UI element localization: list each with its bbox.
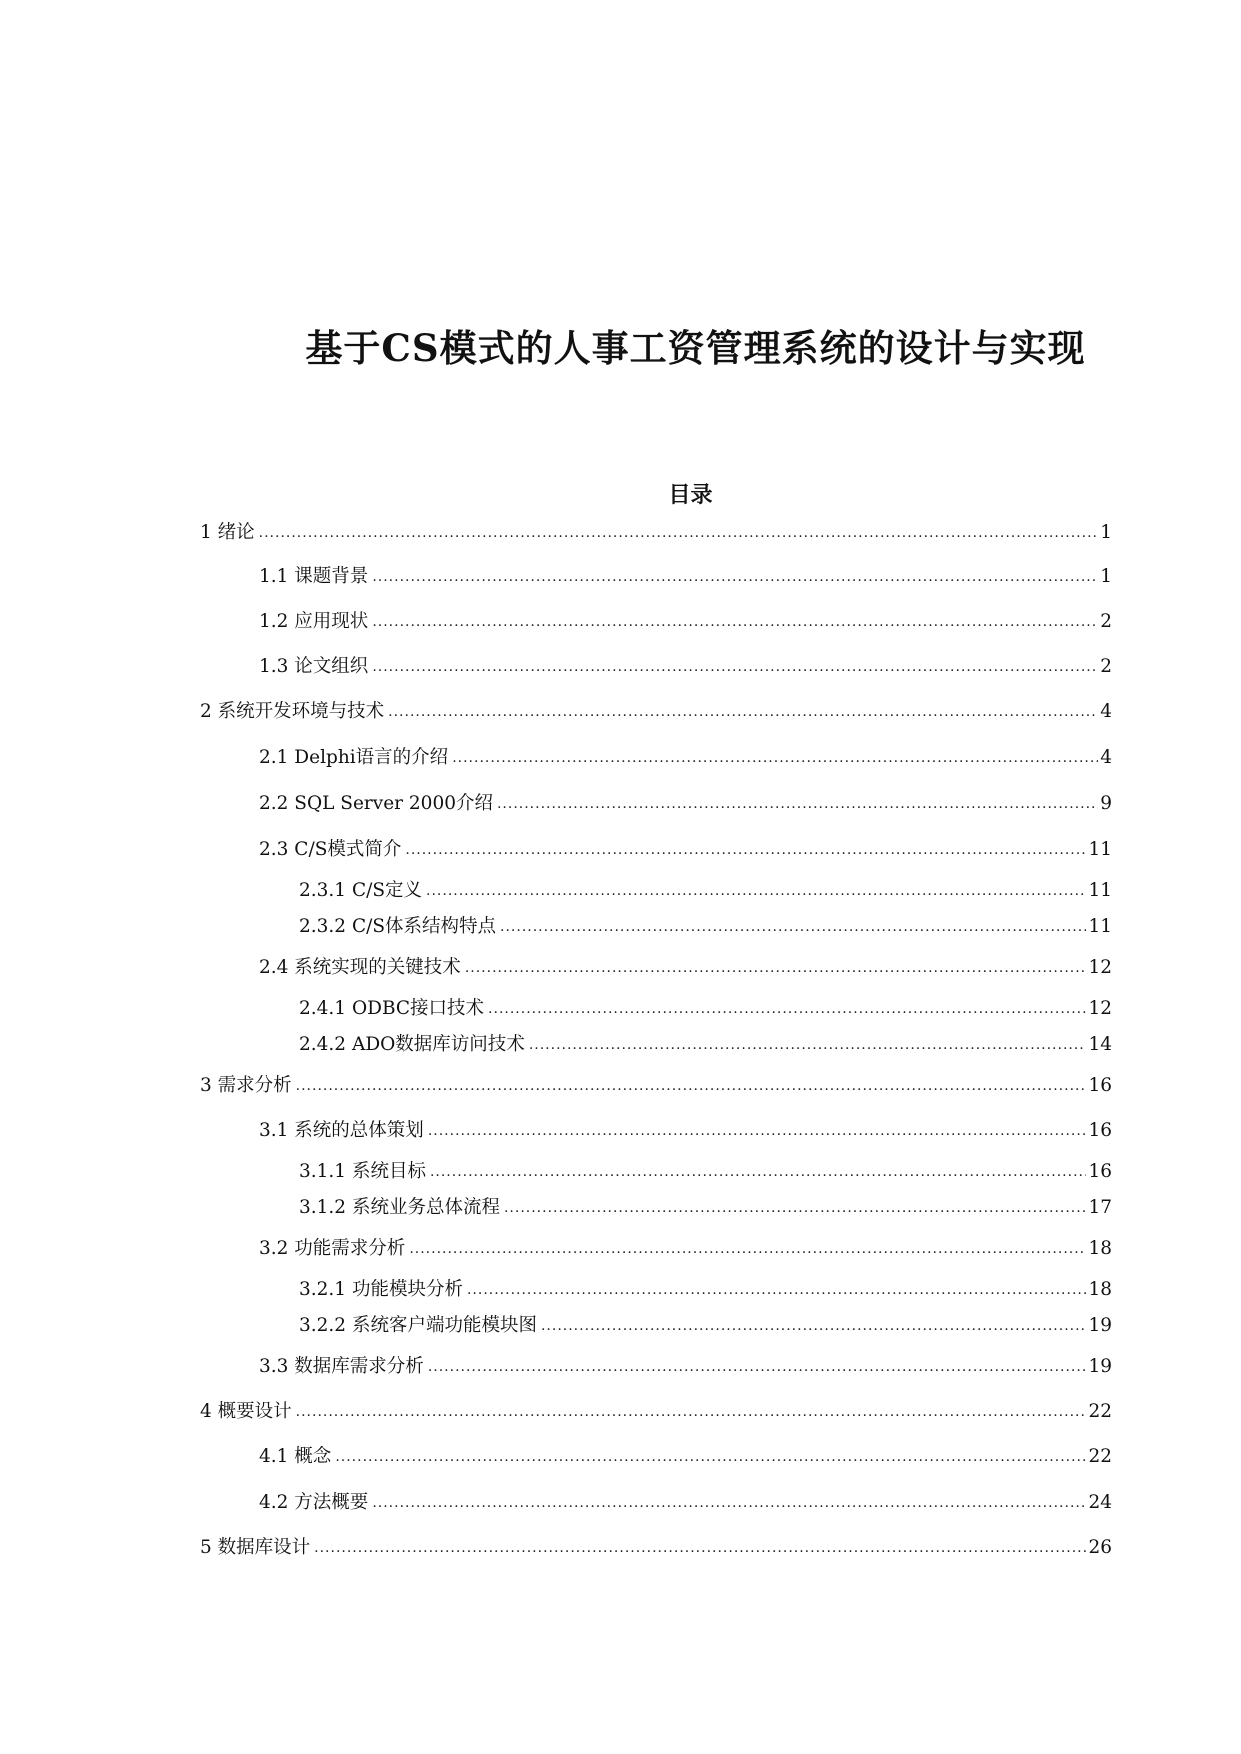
toc-entry-label: 3.3 数据库需求分析 (259, 1354, 428, 1380)
toc-entry-label: 4.1 概念 (259, 1444, 335, 1470)
dot-leader (426, 878, 1086, 904)
toc-entry-level2[interactable] (259, 791, 1112, 817)
dot-leader (488, 996, 1086, 1022)
toc-entry-label: 1.1 课题背景 (259, 564, 372, 590)
toc-entry-page: 16 (1086, 1118, 1112, 1144)
toc-entry-level2[interactable] (259, 1354, 1112, 1380)
toc-entry-page: 16 (1086, 1073, 1112, 1099)
dot-leader (372, 1490, 1086, 1516)
toc-entry-page: 14 (1086, 1032, 1112, 1058)
toc-entry-page: 22 (1086, 1399, 1112, 1425)
dot-leader (296, 1073, 1087, 1099)
toc-entry-label: 3.2.1 功能模块分析 (299, 1277, 467, 1303)
toc-entry-page: 18 (1086, 1236, 1112, 1262)
toc-entry-label: 3.2.2 系统客户端功能模块图 (299, 1313, 541, 1339)
toc-entry-level2[interactable] (259, 837, 1112, 863)
toc-entry-page: 4 (1098, 745, 1112, 771)
toc-entry-level2[interactable] (259, 1444, 1112, 1470)
toc-entry-label: 1.3 论文组织 (259, 654, 372, 680)
dot-leader (372, 564, 1098, 590)
toc-heading: 目录 (668, 482, 713, 508)
toc-entry-level3[interactable] (299, 1277, 1112, 1303)
toc-entry-level1[interactable] (200, 1399, 1112, 1425)
toc-entry-label: 5 数据库设计 (200, 1535, 314, 1561)
dot-leader (500, 914, 1086, 940)
toc-entry-label: 1 绪论 (200, 520, 259, 546)
dot-leader (335, 1444, 1086, 1470)
dot-leader (465, 955, 1087, 981)
toc-entry-level1[interactable] (200, 1073, 1112, 1099)
toc-entry-level3[interactable] (299, 1313, 1112, 1339)
toc-entry-label: 3.1 系统的总体策划 (259, 1118, 428, 1144)
toc-entry-level2[interactable] (259, 1236, 1112, 1262)
dot-leader (388, 699, 1098, 725)
toc-entry-level2[interactable] (259, 1490, 1112, 1516)
toc-entry-label: 2.3.2 C/S体系结构特点 (299, 914, 500, 940)
toc-entry-label: 3.2 功能需求分析 (259, 1236, 409, 1262)
toc-entry-level3[interactable] (299, 914, 1112, 940)
toc-entry-page: 22 (1086, 1444, 1112, 1470)
toc-entry-page: 9 (1098, 791, 1112, 817)
dot-leader (409, 1236, 1086, 1262)
toc-entry-page: 2 (1098, 609, 1112, 635)
dot-leader (467, 1277, 1086, 1303)
dot-leader (497, 791, 1098, 817)
toc-entry-label: 4 概要设计 (200, 1399, 296, 1425)
toc-entry-label: 2.2 SQL Server 2000介绍 (259, 791, 497, 817)
toc-entry-level2[interactable] (259, 955, 1112, 981)
toc-entry-page: 1 (1098, 564, 1112, 590)
toc-entry-label: 3.1.1 系统目标 (299, 1159, 430, 1185)
toc-entry-level2[interactable] (259, 654, 1112, 680)
toc-entry-level3[interactable] (299, 1195, 1112, 1221)
toc-entry-level3[interactable] (299, 1159, 1112, 1185)
toc-entry-label: 3 需求分析 (200, 1073, 296, 1099)
dot-leader (314, 1535, 1086, 1561)
dot-leader (405, 837, 1086, 863)
document-title: 基于CS模式的人事工资管理系统的设计与实现 (305, 326, 1086, 370)
toc-entry-label: 2.4 系统实现的关键技术 (259, 955, 465, 981)
dot-leader (430, 1159, 1087, 1185)
dot-leader (541, 1313, 1086, 1339)
dot-leader (452, 745, 1098, 771)
toc-entry-page: 17 (1086, 1195, 1112, 1221)
toc-entry-level2[interactable] (259, 1118, 1112, 1144)
dot-leader (259, 520, 1099, 546)
toc-entry-level3[interactable] (299, 996, 1112, 1022)
toc-entry-level2[interactable] (259, 564, 1112, 590)
toc-entry-page: 2 (1098, 654, 1112, 680)
dot-leader (372, 654, 1098, 680)
toc-entry-level1[interactable] (200, 1535, 1112, 1561)
toc-entry-label: 2.1 Delphi语言的介绍 (259, 745, 452, 771)
toc-entry-level3[interactable] (299, 878, 1112, 904)
toc-entry-level1[interactable] (200, 520, 1112, 546)
toc-entry-page: 12 (1086, 955, 1112, 981)
toc-entry-label: 2.4.1 ODBC接口技术 (299, 996, 488, 1022)
toc-entry-label: 3.1.2 系统业务总体流程 (299, 1195, 504, 1221)
dot-leader (296, 1399, 1087, 1425)
dot-leader (428, 1354, 1087, 1380)
toc-entry-page: 4 (1098, 699, 1112, 725)
toc-entry-level2[interactable] (259, 745, 1112, 771)
dot-leader (504, 1195, 1086, 1221)
toc-entry-page: 11 (1086, 878, 1112, 904)
toc-entry-label: 2.3 C/S模式简介 (259, 837, 405, 863)
toc-entry-page: 16 (1086, 1159, 1112, 1185)
toc-entry-label: 2.3.1 C/S定义 (299, 878, 426, 904)
toc-entry-page: 1 (1098, 520, 1112, 546)
toc-entry-level2[interactable] (259, 609, 1112, 635)
toc-entry-label: 2.4.2 ADO数据库访问技术 (299, 1032, 529, 1058)
toc-entry-level3[interactable] (299, 1032, 1112, 1058)
toc-entry-page: 11 (1086, 837, 1112, 863)
toc-entry-page: 12 (1086, 996, 1112, 1022)
dot-leader (372, 609, 1098, 635)
dot-leader (428, 1118, 1087, 1144)
toc-entry-page: 24 (1086, 1490, 1112, 1516)
toc-entry-page: 19 (1086, 1313, 1112, 1339)
toc-entry-page: 19 (1086, 1354, 1112, 1380)
toc-entry-label: 1.2 应用现状 (259, 609, 372, 635)
toc-entry-label: 2 系统开发环境与技术 (200, 699, 388, 725)
toc-entry-level1[interactable] (200, 699, 1112, 725)
toc-entry-page: 26 (1086, 1535, 1112, 1561)
toc-entry-page: 18 (1086, 1277, 1112, 1303)
toc-entry-label: 4.2 方法概要 (259, 1490, 372, 1516)
toc-entry-page: 11 (1086, 914, 1112, 940)
dot-leader (529, 1032, 1087, 1058)
